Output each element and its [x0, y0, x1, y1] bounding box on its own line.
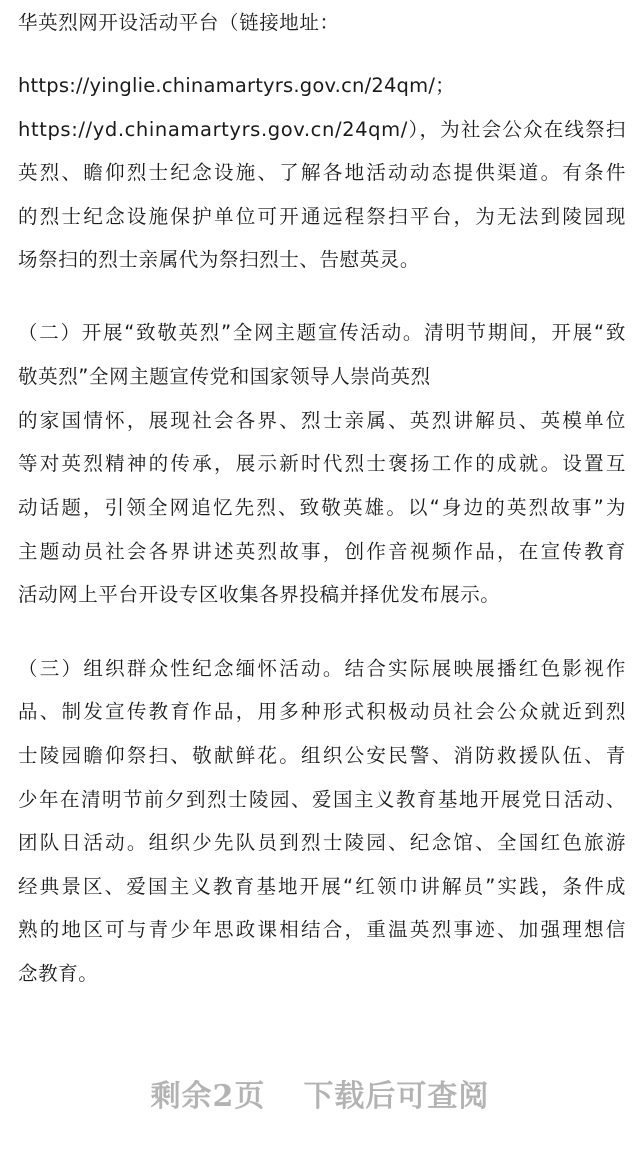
text-line: 敬英烈”全网主题宣传党和国家领导人崇尚英烈 [18, 365, 431, 388]
download-prompt[interactable] [0, 1071, 640, 1115]
text-line: 动话题，引领全网追忆先烈、致敬英雄。以“身边的英烈故事”为 [18, 496, 626, 519]
text-line: 的家国情怀，展现社会各界、烈士亲属、英烈讲解员、英模单位 [18, 409, 626, 432]
text-line: 英烈、瞻仰烈士纪念设施、了解各地活动动态提供渠道。有条件 [18, 161, 626, 184]
text-line: 主题动员社会各界讲述英烈故事，创作音视频作品，在宣传教育 [18, 540, 626, 563]
text-line: 少年在清明节前夕到烈士陵园、爱国主义教育基地开展党日活动、 [18, 788, 626, 811]
text-line: 念教育。 [18, 962, 99, 985]
text-line: 的烈士纪念设施保护单位可开通远程祭扫平台，为无法到陵园现 [18, 205, 626, 228]
text-line: 场祭扫的烈士亲属代为祭扫烈士、告慰英灵。 [18, 248, 421, 271]
url-link[interactable]: https://yinglie.chinamartyrs.gov.cn/24qm/； [18, 74, 455, 97]
text-line: 士陵园瞻仰祭扫、敬献鲜花。组织公安民警、消防救援队伍、青 [18, 744, 626, 767]
text-line: 熟的地区可与青少年思政课相结合，重温英烈事迹、加强理想信 [18, 918, 626, 941]
text-line: 华英烈网开设活动平台（链接地址： [18, 11, 340, 34]
text-line: 经典景区、爱国主义教育基地开展“红领巾讲解员”实践，条件成 [18, 875, 626, 898]
text-line: 活动网上平台开设专区收集各界投稿并择优发布展示。 [18, 583, 501, 606]
text-line: （二）开展“致敬英烈”全网主题宣传活动。清明节期间，开展“致 [18, 321, 626, 344]
text-line: （三）组织群众性纪念缅怀活动。结合实际展映展播红色影视作 [18, 657, 626, 680]
text-line: 等对英烈精神的传承，展示新时代烈士褒扬工作的成就。设置互 [18, 452, 626, 475]
remaining-pages-label: 剩余2页 [150, 1079, 266, 1114]
text-line: 团队日活动。组织少先队员到烈士陵园、纪念馆、全国红色旅游 [18, 831, 626, 854]
text-line: 品、制发宣传教育作品，用多种形式积极动员社会公众就近到烈 [18, 700, 626, 723]
text-line: https://yd.chinamartyrs.gov.cn/24qm/），为社会公众在线祭扫 [18, 118, 626, 141]
download-to-view-label: 下载后可查阅 [303, 1079, 490, 1114]
